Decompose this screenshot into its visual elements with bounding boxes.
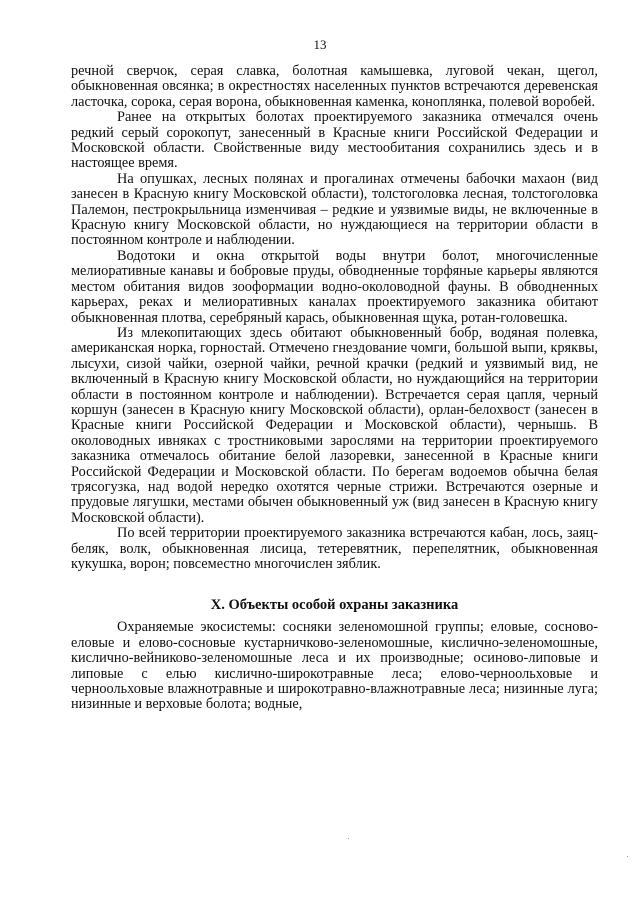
paragraph-birds-list: речной сверчок, серая славка, болотная камышевка, луговой чекан, щегол, обыкновенная овсянка; в окрестностях населенных пунктов встречаются деревенская ласточка, сорока, серая ворона, обыкновенная каменка, коноплянка, полевой воробей. — [71, 63, 598, 110]
section-heading: X. Объекты особой охраны заказника — [210, 597, 459, 614]
paragraph-mammals-waterbirds: Из млекопитающих здесь обитают обыкновенный бобр, водяная полевка, американская норка, горностай. Отмечено гнездование чомги, большой выпи, кряквы, лысухи, сизой чайки, озерной чайки, речной крачки (редкий и уязвимый вид, не включенный в Красную книгу Московской области, но нуждающийся на территории области в постоянном контроле и наблюдении). Встречается серая цапля, черный коршун (занесен в Красную книгу Московской области), орлан-белохвост (занесен в Красные книги Российской Федерации и Московской области), чернышь. В околоводных ивняках с тростниковыми зарослями на территории проектируемого заказника отмечалось обитание белой лазоревки, занесенной в Красные книги Российской Федерации и Московской области. По берегам водоемов обычна белая трясогузка, над водой нередко охотятся черные стрижи. Встречаются озерные и прудовые лягушки, местами обычен обыкновенный уж (вид занесен в Красную книгу Московской области). — [71, 324, 598, 526]
page-number: 13 — [313, 37, 327, 52]
paragraph-general-fauna: По всей территории проектируемого заказника встречаются кабан, лось, заяц-беляк, волк, обыкновенная лисица, тетеревятник, перепелятник, обыкновенная кукушка, ворон; повсеместно многочислен зяблик. — [71, 525, 598, 572]
scan-speck — [627, 856, 628, 857]
document-body — [71, 64, 598, 713]
paragraph-protected-ecosystems: Охраняемые экосистемы: сосняки зеленомошной группы; еловые, сосново-еловые и елово-сосновые кустарничково-зеленомошные, кислично-зеленомошные, кислично-вейниково-зеленомошные леса и их производные; осиново-липовые и липовые с елью кислично-широкотравные леса; елово-черноольховые и черноольховые влажнотравные и широкотравно-влажнотравные леса; низинные луга; низинные и верховые болота; водные, — [71, 619, 598, 713]
paragraph-butterflies: На опушках, лесных полянах и прогалинах отмечены бабочки махаон (вид занесен в Красную книгу Московской области), толстоголовка лесная, толстоголовка Палемон, пестрокрыльница изменчивая – редкие и уязвимые виды, не включенные в Красную книгу Московской области, но нуждающиеся на территории области в постоянном контроле и наблюдении. — [71, 170, 598, 249]
paragraph-grey-shrike: Ранее на открытых болотах проектируемого заказника отмечался очень редкий серый сорокопут, занесенный в Красные книги Российской Федерации и Московской области. Свойственные виду местообитания сохранились здесь и в настоящее время. — [71, 109, 598, 172]
paragraph-aquatic-fauna: Водотоки и окна открытой воды внутри болот, многочисленные мелиоративные канавы и бобровые пруды, обводненные торфяные карьеры являются местом обитания видов зооформации водно-околоводной фауны. В обводненных карьерах, реках и мелиоративных каналах проектируемого заказника обитают обыкновенная плотва, серебряный карась, обыкновенная щука, ротан-головешка. — [71, 247, 598, 326]
scan-speck — [348, 838, 349, 839]
